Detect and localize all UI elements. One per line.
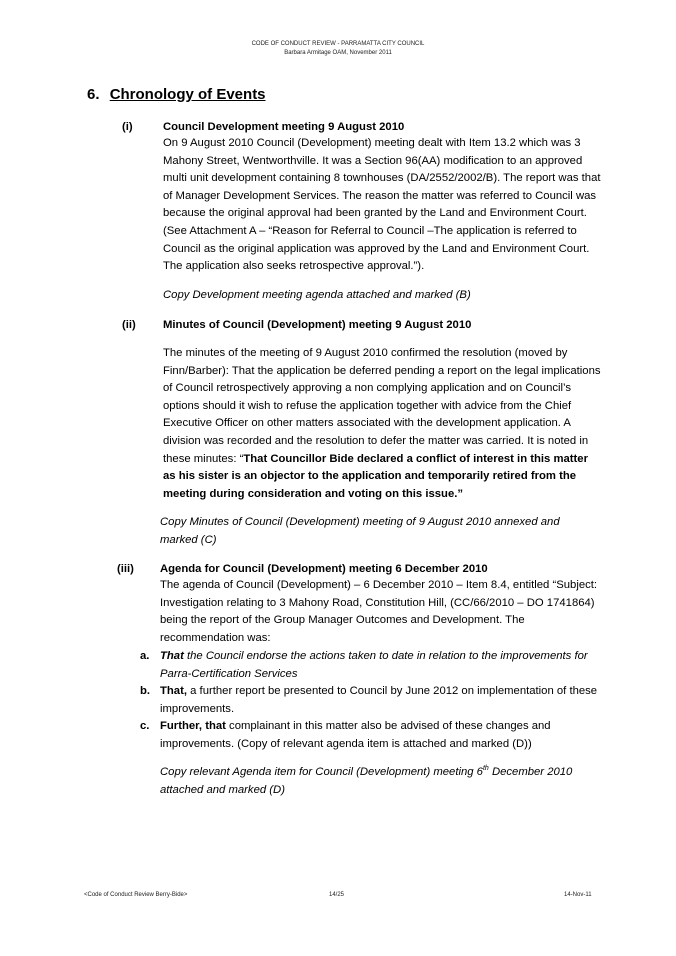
item-3-note-text: Copy relevant Agenda item for Council (Development) meeting 6 [160,766,483,778]
item-1-numeral: (i) [122,121,133,133]
item-3-note [160,764,605,799]
item-3-heading [117,561,597,577]
list-item-b-lead: That, [160,685,187,697]
item-3-note-sup: th [482,765,489,773]
list-item-c [160,718,605,753]
footer-page-number: 14/25 [329,892,345,898]
list-item-b-text: a further report be presented to Council by June 2012 on implementation of these improvements. [160,685,598,715]
list-item-c-label: c. [140,720,150,732]
item-3-note-text-end: December 2010 attached and marked (D) [160,766,573,796]
footer-left: <Code of Conduct Review Berry-Bide> [84,892,188,898]
item-2-numeral: (ii) [122,319,136,331]
list-item-a-label: a. [140,650,150,662]
header-line-2: Barbara Armitage OAM, November 2011 [284,50,392,56]
item-2-note: Copy Minutes of Council (Development) meeting of 9 August 2010 annexed and marked (C) [160,516,560,546]
item-3-numeral: (iii) [117,563,134,575]
footer-date: 14-Nov-11 [564,892,592,898]
list-item-c-lead: Further, that [160,720,226,732]
item-2-body [163,345,603,503]
section-number: 6. [87,86,100,103]
section-heading [87,86,266,104]
list-item-a [160,648,605,683]
item-3-body: The agenda of Council (Development) – 6 December 2010 – Item 8.4, entitled “Subject: Investigation relating to 3 Mahony Road, Constitution Hill, (CC/66/2010 – DO 1741864) being the report of the Group Manager Outcomes and Development. The recommendation was: [160,579,598,644]
item-2-body-quote: That Councillor Bide declared a conflict of interest in this matter as his sister is an objector to the application and temporarily retired from the meeting during consideration and voting on this issue.” [163,452,588,500]
item-1-note: Copy Development meeting agenda attached and marked (B) [163,289,471,301]
item-2-heading [122,317,602,333]
item-1-title: Council Development meeting 9 August 2010 [163,121,405,133]
list-item-a-text: the Council endorse the actions taken to date in relation to the improvements for Parra-Certification Services [160,650,588,680]
item-2-body-text: The minutes of the meeting of 9 August 2010 confirmed the resolution (moved by Finn/Barber): That the application be deferred pending a report on the legal implications of Council retrospectively approving a non complying application and on Council’s options should it wish to refuse the application together with advice from the Chief Executive Officer on other matters associated with the development application. A division was recorded and the resolution to defer the matter was carried. It is noted in these minutes: “ [163,347,601,465]
section-title: Chronology of Events [109,86,266,103]
page-header [0,40,676,58]
list-item-c-text: complainant in this matter also be advised of these changes and improvements. (Copy of relevant agenda item is attached and marked (D)) [160,720,551,750]
item-1-heading [122,119,602,135]
list-item-b [160,683,605,718]
list-item-b-label: b. [140,685,151,697]
item-2-title: Minutes of Council (Development) meeting 9 August 2010 [163,319,472,331]
list-item-a-lead: That [160,650,184,662]
item-3-title: Agenda for Council (Development) meeting 6 December 2010 [160,563,488,575]
item-1-body: On 9 August 2010 Council (Development) meeting dealt with Item 13.2 which was 3 Mahony Street, Wentworthville. It was a Section 96(AA) modification to an approved multi unit development containing 8 townhouses (DA/2552/2002/B). The report was that of Manager Development Services. The reason the matter was referred to Council was because the original approval had been granted by the Land and Environment Court. (See Attachment A – “Reason for Referral to Council –The application is referred to Council as the original application was approved by the Land and Environment Court. The application also seeks retrospective approval.”). [163,137,601,273]
header-line-1: CODE OF CONDUCT REVIEW - PARRAMATTA CITY COUNCIL [251,41,425,47]
